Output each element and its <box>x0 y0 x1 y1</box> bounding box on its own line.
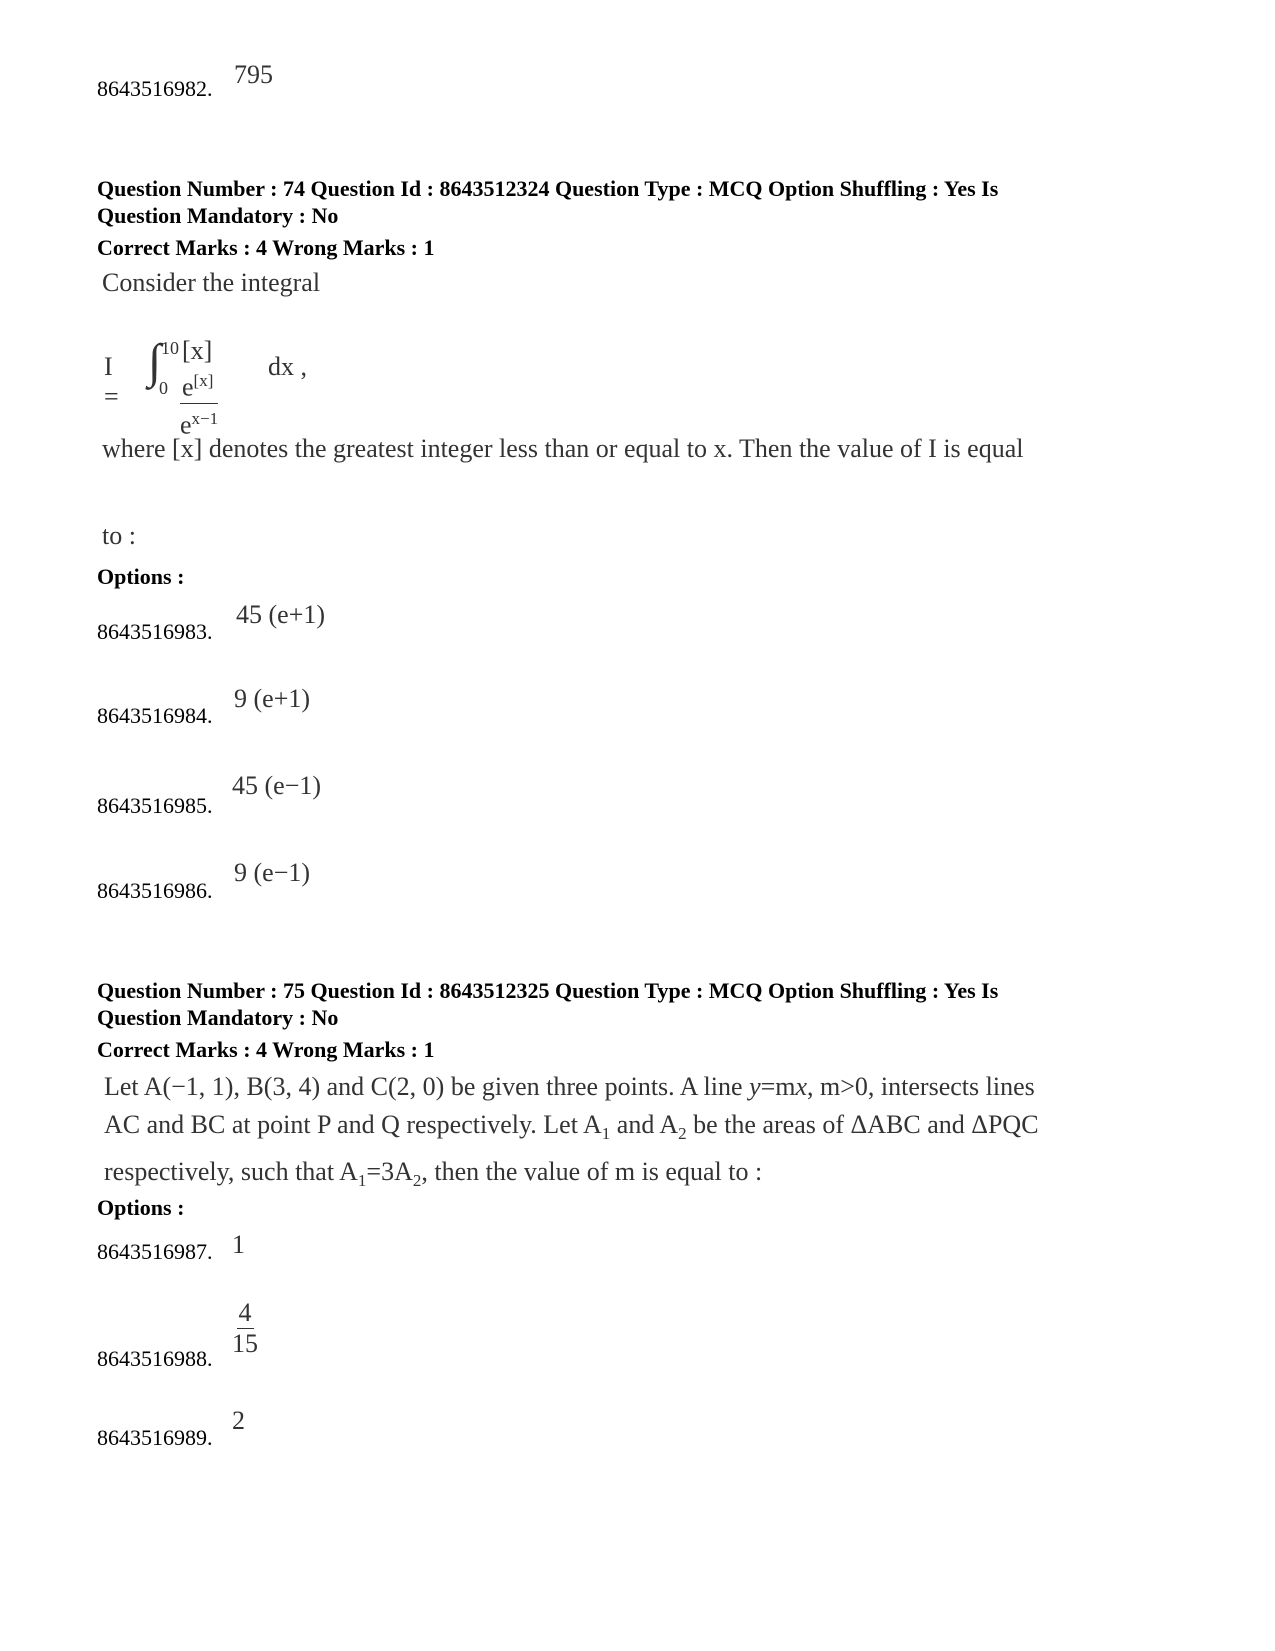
option-text: 45 (e+1) <box>236 600 326 629</box>
option-id: 8643516983. <box>97 619 213 644</box>
question-body-line <box>104 1106 1039 1153</box>
integral-upper-limit: 10 <box>161 338 179 358</box>
question-intro: Consider the integral <box>102 268 321 297</box>
integrand-denominator: e <box>180 410 192 440</box>
question-body-line: where [x] denotes the greatest integer less than or equal to x. Then the value of I is equal <box>102 434 1024 463</box>
subscript: 1 <box>601 1124 611 1144</box>
text-run: respectively, such that A <box>104 1157 358 1187</box>
option-id: 8643516988. <box>97 1346 213 1371</box>
question-body-line <box>104 1153 1039 1200</box>
question-header-line: Question Mandatory : No <box>97 203 339 228</box>
integrand-numerator: [x] e <box>182 336 213 402</box>
option-id: 8643516985. <box>97 793 213 818</box>
option-text: 1 <box>232 1230 245 1259</box>
text-run: Let A(−1, 1), B(3, 4) and C(2, 0) be given three points. A line <box>104 1072 750 1101</box>
question-body-line: to : <box>102 521 136 550</box>
options-label: Options : <box>97 1195 185 1220</box>
option-id: 8643516982. <box>97 76 213 101</box>
text-run: y <box>749 1072 761 1101</box>
option-fraction <box>232 1298 258 1359</box>
integrand-denominator-exponent: x−1 <box>191 408 219 428</box>
question-marks: Correct Marks : 4 Wrong Marks : 1 <box>97 235 435 260</box>
text-run: , then the value of m is equal to : <box>421 1157 763 1187</box>
text-run: =m <box>760 1072 796 1101</box>
option-text: 795 <box>234 60 273 89</box>
option-id: 8643516989. <box>97 1425 213 1450</box>
question-body-line <box>104 1068 1039 1106</box>
subscript: 1 <box>357 1171 367 1191</box>
integrand-fraction <box>180 336 218 440</box>
integral-lower-limit: 0 <box>159 378 168 398</box>
text-run: be the areas of ΔABC and ΔPQC <box>686 1110 1039 1139</box>
option-text: 9 (e−1) <box>234 858 311 887</box>
option-id: 8643516986. <box>97 878 213 903</box>
option-text: 2 <box>232 1406 245 1435</box>
text-run: AC and BC at point P and Q respectively. Let A <box>104 1110 602 1139</box>
integral-lhs: I = <box>104 352 119 411</box>
question-header-line: Question Mandatory : No <box>97 1005 339 1030</box>
text-run: and A <box>610 1110 679 1139</box>
fraction-denominator: 15 <box>232 1329 258 1358</box>
subscript: 2 <box>678 1124 687 1144</box>
text-run: , m>0, intersects lines <box>807 1072 1035 1101</box>
fraction-numerator: 4 <box>238 1298 252 1327</box>
integral-dx: dx , <box>268 352 307 381</box>
integrand-numerator-exponent: [x] <box>193 371 214 390</box>
option-text: 45 (e−1) <box>232 771 322 800</box>
question-header-line: Question Number : 74 Question Id : 8643512324 Question Type : MCQ Option Shuffling : Yes Is <box>97 176 999 201</box>
question-marks: Correct Marks : 4 Wrong Marks : 1 <box>97 1037 435 1062</box>
text-run: =3A <box>366 1157 413 1187</box>
subscript: 2 <box>412 1171 422 1191</box>
option-text: 9 (e+1) <box>234 684 311 713</box>
question-header <box>97 175 1197 229</box>
question-body <box>104 1068 1039 1200</box>
option-id: 8643516987. <box>97 1239 213 1264</box>
question-header <box>97 977 1197 1031</box>
option-id: 8643516984. <box>97 703 213 728</box>
options-label: Options : <box>97 564 185 589</box>
text-run: x <box>795 1072 808 1101</box>
integral-sign: ∫ <box>148 335 162 388</box>
question-header-line: Question Number : 75 Question Id : 8643512325 Question Type : MCQ Option Shuffling : Yes Is <box>97 978 999 1003</box>
